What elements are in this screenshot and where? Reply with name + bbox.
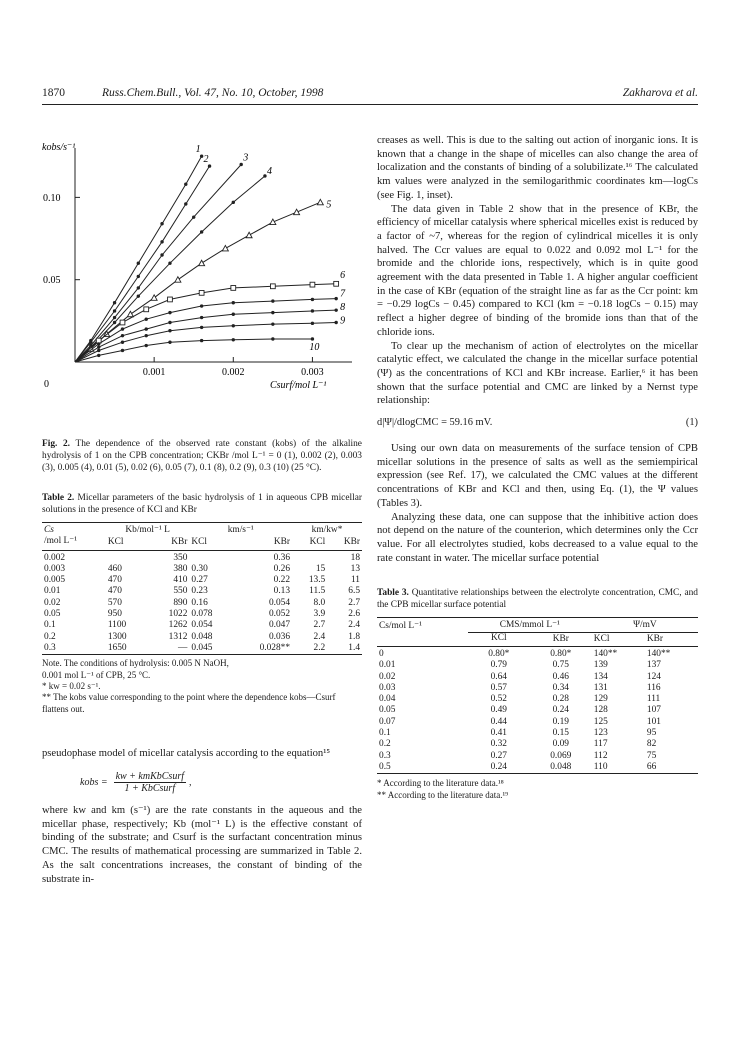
table-cell: 11 xyxy=(350,575,360,586)
data-point xyxy=(271,311,274,314)
table-cell: 125 xyxy=(593,716,608,727)
table-cell: 0.27 xyxy=(191,575,208,586)
data-point xyxy=(160,222,163,225)
data-point xyxy=(317,199,323,205)
table-cell: 15 xyxy=(315,563,326,574)
table-cell: 8.0 xyxy=(313,597,326,608)
table-cell: 0.054 xyxy=(191,620,213,631)
table-cell: — xyxy=(178,642,188,653)
table-cell: 13.5 xyxy=(308,575,326,586)
table-cell: 117 xyxy=(593,739,608,750)
data-point xyxy=(199,260,205,266)
equation-fraction xyxy=(114,771,186,794)
data-point xyxy=(334,297,337,300)
data-point xyxy=(184,183,187,186)
table-cell: 0.15 xyxy=(552,728,569,739)
table-cell: 0.13 xyxy=(273,586,291,597)
equation-numerator: kw + kmKbCsurf xyxy=(115,771,184,782)
table-cell: 140** xyxy=(646,648,671,659)
table-row xyxy=(377,717,698,728)
table-cell: 0.3 xyxy=(379,750,391,761)
author-line: Zakharova et al. xyxy=(622,87,698,99)
data-point xyxy=(192,215,195,218)
pseudophase-equation xyxy=(80,771,362,794)
table-cell: 0 xyxy=(379,648,384,659)
data-point xyxy=(270,219,276,225)
table-cell: 0.32 xyxy=(490,739,507,750)
data-point xyxy=(271,322,274,325)
data-point xyxy=(168,341,171,344)
y-tick-label: 0 xyxy=(44,379,49,390)
table-row xyxy=(42,620,362,631)
data-point xyxy=(311,322,314,325)
table-cell: 124 xyxy=(646,671,661,682)
data-point xyxy=(168,262,171,265)
table2-note: ** The kobs value corresponding to the point where the dependence kobs—Csurf flattens out. xyxy=(42,692,336,714)
table2-subhead: KBr xyxy=(171,537,188,548)
table3-subhead: KCl xyxy=(593,633,610,644)
table-cell: 0.069 xyxy=(550,750,572,761)
table-cell: 0.24 xyxy=(552,705,569,716)
data-point xyxy=(160,253,163,256)
table-cell: 140** xyxy=(593,648,618,659)
curve-label-7: 7 xyxy=(340,288,346,300)
table-cell: 0.005 xyxy=(44,575,66,586)
table-row xyxy=(377,739,698,750)
table2-subhead: KCl xyxy=(191,537,208,548)
table-cell: 134 xyxy=(593,671,608,682)
series-line-4 xyxy=(75,176,265,362)
table-row xyxy=(42,598,362,609)
table-cell: 550 xyxy=(173,586,188,597)
table2-title-text: Micellar parameters of the basic hydrolysis of 1 in aqueous CPB micellar solutions in the presence of KCl and KBr xyxy=(42,493,362,515)
table-cell: 1022 xyxy=(168,609,188,620)
table-cell: 0.27 xyxy=(490,750,507,761)
table-cell: 0.28 xyxy=(552,694,569,705)
data-point xyxy=(311,298,314,301)
table-cell: 0.01 xyxy=(379,660,396,671)
series-line-10 xyxy=(75,339,312,362)
right-column xyxy=(377,120,698,801)
table-row xyxy=(377,762,698,774)
table-cell: 2.4 xyxy=(348,620,360,631)
body-paragraph: creases as well. This is due to the salting out action of inorganic ions. It is known that a change in the shape of micelles can also change the area of localization and the constants of binding of a solubilizate.¹⁶ The calculated km values were analyzed in the semilogarithmic coordinates km—logCs (see Fig. 1, inset). xyxy=(377,135,698,201)
curve-label-1: 1 xyxy=(195,144,201,156)
table3-note: * According to the literature data.¹⁸ xyxy=(377,778,504,789)
table-cell: 0.79 xyxy=(490,660,507,671)
data-point xyxy=(222,245,228,251)
table-row xyxy=(42,550,362,564)
data-point xyxy=(334,281,339,286)
data-point xyxy=(270,284,275,289)
curve-label-3: 3 xyxy=(243,152,249,164)
table-cell: 3.9 xyxy=(313,609,326,620)
data-point xyxy=(184,202,187,205)
data-point xyxy=(137,275,140,278)
table-2 xyxy=(42,522,362,655)
table-cell: 0.52 xyxy=(490,694,507,705)
body-paragraph: To clear up the mechanism of action of electrolytes on the micellar catalytic effect, we calculated the change in the micellar surface potential (Ψ) as the concentrations of KCl and KBr increase. Earlier,⁶ it has been shown that the surface potential and CMC are linked by a Nernst type relationship: xyxy=(377,340,698,407)
table-cell: 0.02 xyxy=(379,671,396,682)
table-cell: 82 xyxy=(646,739,657,750)
table-cell: 0.045 xyxy=(191,642,213,653)
table-cell: 112 xyxy=(593,750,608,761)
table-cell: 0.80* xyxy=(550,648,572,659)
table-cell: 0.03 xyxy=(379,682,396,693)
table-row xyxy=(42,586,362,597)
data-point xyxy=(232,301,235,304)
series-line-3 xyxy=(75,165,241,363)
data-point xyxy=(145,344,148,347)
kobs-chart xyxy=(42,120,362,438)
curve-label-4: 4 xyxy=(266,165,272,177)
table3-group-cms: CMS/mmol L⁻¹ xyxy=(468,618,592,632)
table-row xyxy=(377,683,698,694)
page-number: 1870 xyxy=(42,87,65,99)
table2-notes xyxy=(42,658,362,715)
data-point xyxy=(231,286,236,291)
data-point xyxy=(311,309,314,312)
table3-empty-head xyxy=(377,632,468,646)
data-point xyxy=(121,327,124,330)
data-point xyxy=(232,324,235,327)
table-cell: 0.41 xyxy=(490,728,507,739)
data-point xyxy=(137,294,140,297)
table-cell xyxy=(189,550,232,564)
table-cell: 890 xyxy=(173,597,188,608)
table-cell: 1650 xyxy=(107,642,127,653)
data-point xyxy=(271,299,274,302)
curve-label-10: 10 xyxy=(309,341,320,353)
data-point xyxy=(175,277,181,283)
data-point xyxy=(137,262,140,265)
table-row xyxy=(377,672,698,683)
table-cell: 470 xyxy=(107,586,122,597)
data-point xyxy=(246,232,252,238)
data-point xyxy=(160,240,163,243)
table-cell: 0.052 xyxy=(268,609,291,620)
table-row xyxy=(377,660,698,671)
table-cell: 2.4 xyxy=(313,631,326,642)
series-line-5 xyxy=(75,202,320,362)
table-cell: 6.5 xyxy=(348,586,360,597)
table-cell: 570 xyxy=(107,597,122,608)
table-cell: 95 xyxy=(646,728,657,739)
data-point xyxy=(168,297,173,302)
table-cell: 101 xyxy=(646,716,661,727)
data-point xyxy=(145,318,148,321)
x-axis-label: Csurf/mol L⁻¹ xyxy=(270,380,327,391)
body-paragraph: pseudophase model of micellar catalysis according to the equation¹⁵ xyxy=(42,748,331,760)
table-cell: 0.75 xyxy=(552,660,569,671)
data-point xyxy=(121,334,124,337)
data-point xyxy=(294,209,300,215)
curve-label-2: 2 xyxy=(203,154,209,166)
equation-denominator: 1 + KbCsurf xyxy=(124,783,176,794)
table-cell: 0.048 xyxy=(550,761,572,772)
table-cell: 11.5 xyxy=(309,586,326,597)
table-cell: 1300 xyxy=(107,631,127,642)
table3-notes xyxy=(377,778,698,801)
table-cell: 1100 xyxy=(107,620,127,631)
data-point xyxy=(97,342,100,345)
data-point xyxy=(200,316,203,319)
table-cell: 1262 xyxy=(168,620,188,631)
data-point xyxy=(200,304,203,307)
y-tick-label: 0.10 xyxy=(43,192,61,204)
table-cell: 123 xyxy=(593,728,608,739)
data-point xyxy=(232,338,235,341)
table-cell: 0.1 xyxy=(44,620,56,631)
data-point xyxy=(113,301,116,304)
table-cell: 0.078 xyxy=(191,609,213,620)
figure-2 xyxy=(42,120,362,438)
figure-caption xyxy=(42,438,362,474)
equation-text: d|Ψ|/dlogCMC = 59.16 mV. xyxy=(377,417,493,429)
table-3 xyxy=(377,617,698,774)
data-point xyxy=(113,309,116,312)
table-cell: 0.04 xyxy=(379,694,396,705)
nernst-equation xyxy=(377,414,698,436)
data-point xyxy=(97,354,100,357)
table2-col-cs: Cs xyxy=(44,525,54,535)
data-point xyxy=(97,345,100,348)
table-cell: 0.22 xyxy=(273,575,291,586)
table2-title-label: Table 2. xyxy=(42,493,75,503)
table-cell: 0.57 xyxy=(490,682,507,693)
table-cell: 110 xyxy=(593,761,608,772)
table-cell: 1.8 xyxy=(348,631,360,642)
journal-citation: Russ.Chem.Bull., Vol. 47, No. 10, October, 1998 xyxy=(102,87,324,99)
curve-label-9: 9 xyxy=(340,315,346,327)
table-cell: 950 xyxy=(107,609,122,620)
table-cell: 18 xyxy=(350,552,360,563)
table2-note: * kw = 0.02 s⁻¹. xyxy=(42,681,101,692)
figure-caption-label: Fig. 2. xyxy=(42,439,71,449)
table-cell: 0.2 xyxy=(44,631,56,642)
data-point xyxy=(97,349,100,352)
table-cell: 0.07 xyxy=(379,716,396,727)
data-point xyxy=(310,282,315,287)
table-row xyxy=(42,609,362,620)
curve-label-5: 5 xyxy=(326,199,332,211)
table-cell: 460 xyxy=(107,563,122,574)
table-cell: 0.048 xyxy=(191,631,213,642)
table2-note: 0.001 mol L⁻¹ of CPB, 25 °C. xyxy=(42,669,151,680)
table3-title-label: Table 3. xyxy=(377,588,409,599)
data-point xyxy=(168,321,171,324)
table-cell: 2.7 xyxy=(313,620,326,631)
table-cell: 470 xyxy=(107,575,122,586)
left-column xyxy=(42,120,362,886)
table-cell: 0.09 xyxy=(552,739,569,750)
table-cell: 0.30 xyxy=(191,563,208,574)
table-row xyxy=(377,694,698,705)
data-point xyxy=(271,337,274,340)
curve-label-6: 6 xyxy=(340,269,346,281)
table-cell: 0.44 xyxy=(490,716,507,727)
table-cell: 13 xyxy=(350,563,360,574)
table-cell: 137 xyxy=(646,660,661,671)
table-cell: 0.19 xyxy=(552,716,569,727)
data-point xyxy=(145,327,148,330)
data-point xyxy=(137,286,140,289)
table-cell: 0.054 xyxy=(268,597,291,608)
table-cell: 111 xyxy=(646,694,661,705)
figure-caption-text: The dependence of the observed rate constant (kobs) of the alkaline hydrolysis of 1 on the CPB concentration; CKBr /mol L⁻¹ = 0 (1), 0.002 (2), 0.003 (3), 0.005 (4), 0.01 (5), 0.02 (6), 0.05 (7), 0.1 (8), 0.2 (9), 0.3 (10) (25 °C). xyxy=(42,439,362,473)
table3-title xyxy=(377,587,698,611)
table-cell: 2.7 xyxy=(348,597,360,608)
table-cell: 0.16 xyxy=(191,597,208,608)
table-cell: 2.6 xyxy=(348,609,360,620)
data-point xyxy=(168,311,171,314)
table-row xyxy=(377,705,698,716)
table-cell: 2.2 xyxy=(313,642,326,653)
data-point xyxy=(145,334,148,337)
table3-subhead: KBr xyxy=(552,633,569,644)
table2-col-cs-unit: /mol L⁻¹ xyxy=(44,536,78,547)
data-point xyxy=(113,321,116,324)
table-cell: 350 xyxy=(173,552,188,563)
table2-subhead: KBr xyxy=(343,537,360,548)
table-cell: 0.028** xyxy=(259,642,291,653)
running-header xyxy=(42,86,698,105)
table2-note: Note. The conditions of hydrolysis: 0.005 N NaOH, xyxy=(42,658,229,669)
table-cell xyxy=(292,550,327,564)
table-cell: 0.24 xyxy=(490,761,507,772)
table-cell: 139 xyxy=(593,660,608,671)
data-point xyxy=(200,326,203,329)
table-cell: 129 xyxy=(593,694,608,705)
table-cell: 0.002 xyxy=(44,552,66,563)
table-row xyxy=(42,575,362,586)
equation-number: (1) xyxy=(685,417,698,429)
table-row xyxy=(42,643,362,655)
table-cell xyxy=(106,550,148,564)
table-cell: 0.36 xyxy=(273,552,291,563)
equation-comma: , xyxy=(189,777,192,788)
table-cell: 0.46 xyxy=(552,671,569,682)
x-tick-label: 0.003 xyxy=(301,367,324,378)
table-cell: 0.01 xyxy=(44,586,61,597)
y-axis-label: kobs/s⁻¹ xyxy=(42,142,76,153)
table-cell: 1.4 xyxy=(348,642,360,653)
y-tick-label: 0.05 xyxy=(43,275,61,287)
series-line-2 xyxy=(75,166,210,362)
data-point xyxy=(311,337,314,340)
data-point xyxy=(127,311,133,317)
table-cell: 410 xyxy=(173,575,188,586)
table-row xyxy=(42,564,362,575)
table2-group-kmkw: km/kw* xyxy=(311,525,343,535)
table-cell: 0.49 xyxy=(490,705,507,716)
table-cell: 0.036 xyxy=(268,631,291,642)
data-point xyxy=(334,308,337,311)
table-row xyxy=(377,751,698,762)
table-row xyxy=(42,632,362,643)
body-paragraph: The data given in Table 2 show that in the presence of KBr, the efficiency of micellar catalysis where spherical micelles exist is reduced by a factor of ~7, whereas for the region of cylindrical micelles it is only halved. The Ccr values are equal to 0.022 and 0.092 mol L⁻¹ for the bromide and the chloride ions, respectively, which is in quite good agreement with the data presented in Table 1. A higher angular coefficient in the case of KBr (equation of the straight line as far as the Ccr point: km = −0.29 logCs − 0.45) compared to KCl (km = −0.18 logCs − 0.15) may reflect a higher degree of binding of the bromide ions than that of the chloride ions. xyxy=(377,203,698,338)
table-row xyxy=(377,728,698,739)
data-point xyxy=(120,320,125,325)
table-cell: 116 xyxy=(646,682,661,693)
x-tick-label: 0.001 xyxy=(142,367,166,378)
data-point xyxy=(144,307,149,312)
data-point xyxy=(168,329,171,332)
data-point xyxy=(199,290,204,295)
body-paragraph: Analyzing these data, one can suppose that the inhibitive action does not depend on the nature of the counterion, which determines only the Ccr value. For all electrolytes studied, kobs decreased to a value equal to the rate constant in water. The micellar surface potential xyxy=(377,511,698,564)
x-tick-label: 0.002 xyxy=(222,367,245,378)
table2-group-km: km/s⁻¹ xyxy=(227,525,254,535)
table-cell: 66 xyxy=(646,761,657,772)
table2-title xyxy=(42,492,362,516)
table-cell: 128 xyxy=(593,705,608,716)
table-cell: 75 xyxy=(646,750,657,761)
body-paragraph: where kw and km (s⁻¹) are the rate constants in the aqueous and the micellar phase, respectively; Kb (mol⁻¹ L) is the effective constant of binding of the substrate; and Csurf is the surfactant concentration minus CMC. The results of mathematical processing are summarized in Table 2. As the salt concentrations increases, the constant of binding of the substrate in- xyxy=(42,805,362,885)
table-cell: 0.64 xyxy=(490,671,507,682)
body-paragraph: Using our own data on measurements of the surface tension of CPB micellar solutions in the presence of salts as well as the semiempirical expression (see Ref. 17), we calculated the CMC values at the different concentrations of KBr and KCl and then, using Eq. (1), the Ψ values (Tables 3). xyxy=(377,443,698,509)
table-cell: 0.5 xyxy=(379,761,391,772)
table-cell: 0.2 xyxy=(379,739,391,750)
table-cell: 0.3 xyxy=(44,642,56,653)
table3-subhead: KBr xyxy=(646,633,664,644)
data-point xyxy=(113,316,116,319)
table2-group-kb: Kb/mol⁻¹ L xyxy=(125,525,170,535)
table2-subhead: KCl xyxy=(107,537,124,548)
data-point xyxy=(232,201,235,204)
table-cell: 131 xyxy=(593,682,608,693)
table-cell: 0.003 xyxy=(44,563,66,574)
table-cell: 0.047 xyxy=(268,620,291,631)
table-cell: 0.05 xyxy=(379,705,396,716)
data-point xyxy=(121,341,124,344)
table-cell: 0.1 xyxy=(379,728,391,739)
table2-subhead: KBr xyxy=(273,537,291,548)
table-cell: 0.02 xyxy=(44,597,61,608)
table3-subhead: KCl xyxy=(490,632,507,643)
table-cell: 0.23 xyxy=(191,586,208,597)
table3-note: ** According to the literature data.¹⁹ xyxy=(377,789,509,800)
curve-label-8: 8 xyxy=(340,302,346,314)
table2-subhead: KCl xyxy=(309,537,326,548)
table3-title-text: Quantitative relationships between the electrolyte concentration, CMC, and the CPB micellar surface potential xyxy=(377,588,698,611)
data-point xyxy=(200,339,203,342)
data-point xyxy=(334,321,337,324)
data-point xyxy=(200,230,203,233)
table3-col-cs: Cs/mol L⁻¹ xyxy=(379,620,422,631)
table-cell: 0.80* xyxy=(488,648,510,659)
table-cell: 0.26 xyxy=(273,563,291,574)
table-cell: 107 xyxy=(646,705,661,716)
table-cell: 380 xyxy=(173,563,188,574)
table3-group-psi: Ψ/mV xyxy=(592,618,698,632)
data-point xyxy=(232,313,235,316)
table-row xyxy=(377,646,698,660)
table-cell: 1312 xyxy=(168,631,188,642)
data-point xyxy=(121,349,124,352)
equation-lhs: kobs = xyxy=(80,777,108,788)
table-cell: 0.34 xyxy=(552,682,569,693)
table-cell: 0.05 xyxy=(44,609,61,620)
